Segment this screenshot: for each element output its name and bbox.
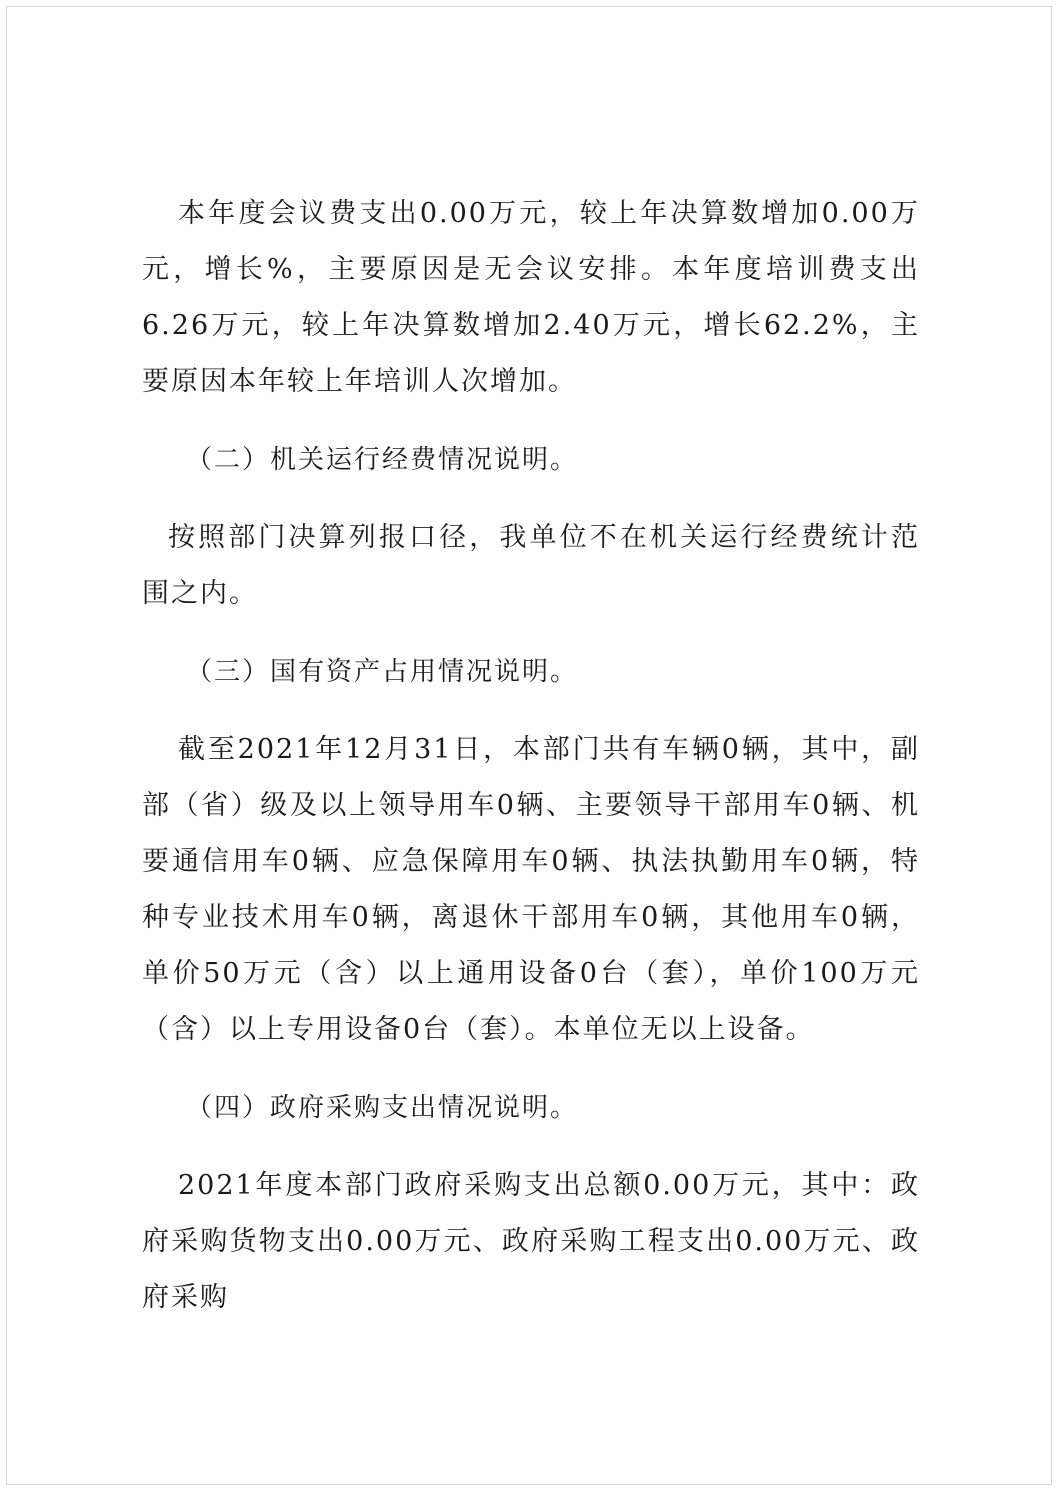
- paragraph-operating-expenses: 按照部门决算列报口径，我单位不在机关运行经费统计范围之内。: [142, 522, 920, 609]
- heading-government-procurement: （四）政府采购支出情况说明。: [186, 1093, 579, 1123]
- paragraph-state-assets: 截至2021年12月31日，本部门共有车辆0辆，其中，副部（省）级及以上领导用车0辆、主要领导干部用车0辆、机要通信用车0辆、应急保障用车0辆、执法执勤用车0辆，特种专业技术用车0辆，离退休干部用车0辆，其他用车0辆，单价50万元（含）以上通用设备0台（套），单价100万元（含）以上专用设备0台（套）。本单位无以上设备。: [142, 734, 920, 1045]
- paragraph-meeting-training-fees: 本年度会议费支出0.00万元，较上年决算数增加0.00万元，增长%，主要原因是无会议安排。本年度培训费支出6.26万元，较上年决算数增加2.40万元，增长62.2%，主要原因本年较上年培训人次增加。: [142, 198, 920, 397]
- paragraph-government-procurement: 2021年度本部门政府采购支出总额0.00万元，其中：政府采购货物支出0.00万元、政府采购工程支出0.00万元、政府采购: [142, 1170, 920, 1313]
- heading-operating-expenses: （二）机关运行经费情况说明。: [186, 445, 579, 475]
- heading-state-assets: （三）国有资产占用情况说明。: [186, 657, 579, 687]
- document-body: [142, 186, 920, 1326]
